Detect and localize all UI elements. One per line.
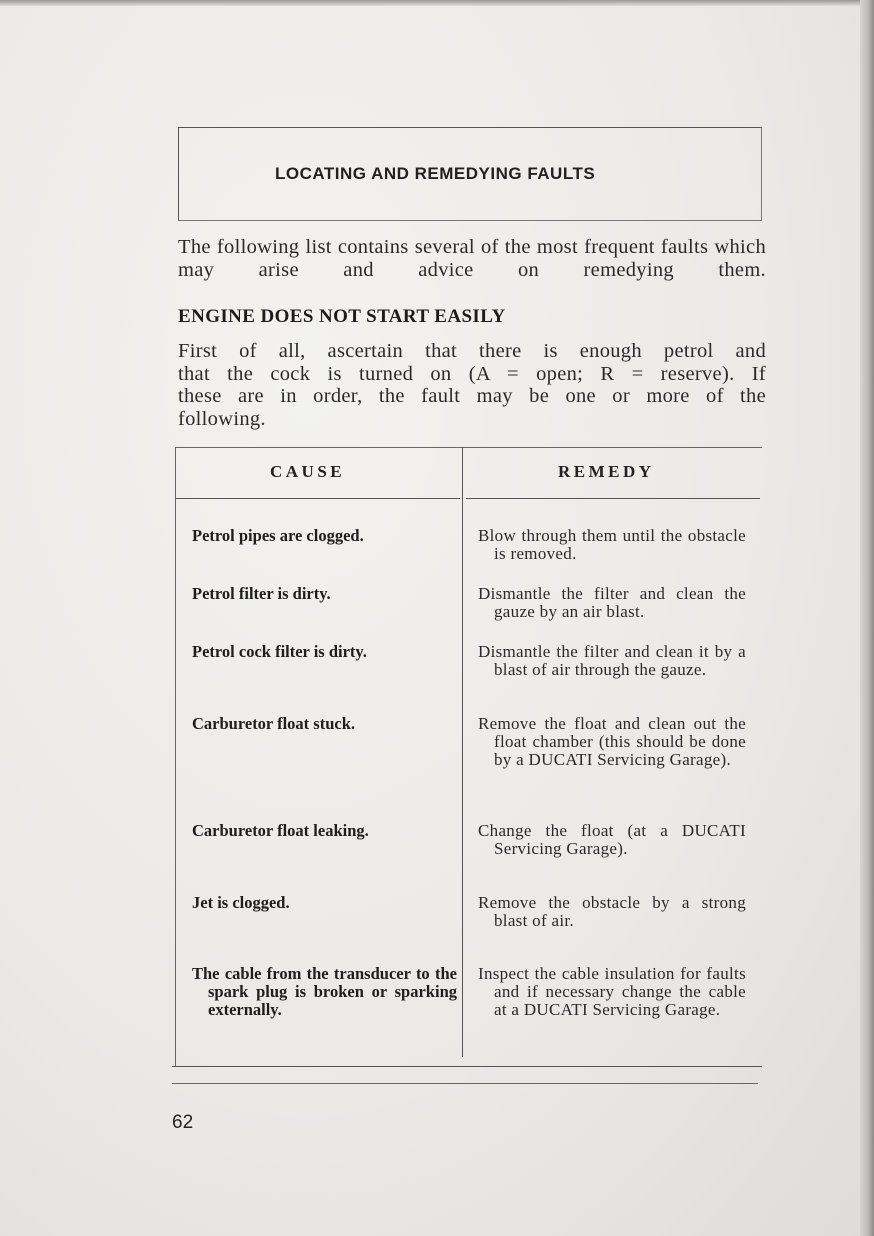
header-rule-cause xyxy=(176,498,460,499)
remedy-text: Dismantle the filter and clean the gauze by an air blast. xyxy=(478,584,746,621)
cause-cell xyxy=(192,715,457,733)
remedy-text: Blow through them until the obstacle is removed. xyxy=(478,526,746,563)
page-number: 62 xyxy=(172,1112,194,1133)
section-line: First of all, ascertain that there is enough petrol and xyxy=(178,340,766,362)
section-line: following. xyxy=(178,407,266,430)
section-line: that the cock is turned on (A = open; R = reserve). If xyxy=(178,362,766,385)
cause-cell xyxy=(192,822,457,840)
cause-text: The cable from the transducer to the spark plug is broken or sparking externally. xyxy=(192,964,457,1019)
remedy-cell xyxy=(478,715,746,769)
cause-text: Petrol cock filter is dirty. xyxy=(192,642,367,661)
section-line: these are in order, the fault may be one or more of the xyxy=(178,385,766,407)
remedy-text: Dismantle the filter and clean it by a blast of air through the gauze. xyxy=(478,642,746,679)
cause-text: Jet is clogged. xyxy=(192,893,290,912)
remedy-cell xyxy=(478,643,746,679)
remedy-cell xyxy=(478,822,746,858)
cause-text: Petrol pipes are clogged. xyxy=(192,526,364,545)
remedy-cell xyxy=(478,585,746,621)
cause-cell xyxy=(192,894,457,912)
column-header-cause: CAUSE xyxy=(270,462,346,481)
cause-cell xyxy=(192,965,457,1019)
column-divider xyxy=(462,447,463,1057)
remedy-text: Inspect the cable insulation for faults and if necessary change the cable at a DUCATI Servicing Garage. xyxy=(478,964,746,1019)
remedy-cell xyxy=(478,965,746,1019)
section-heading: ENGINE DOES NOT START EASILY xyxy=(178,306,506,327)
remedy-cell xyxy=(478,894,746,930)
cause-cell xyxy=(192,643,457,661)
section-paragraph xyxy=(178,340,766,430)
cause-text: Petrol filter is dirty. xyxy=(192,584,331,603)
remedy-text: Remove the obstacle by a strong blast of air. xyxy=(478,893,746,930)
intro-paragraph: The following list contains several of the most frequent faults which may arise and advice on remedying them. xyxy=(178,236,766,281)
cause-text: Carburetor float leaking. xyxy=(192,821,369,840)
cause-cell xyxy=(192,527,457,545)
bottom-rule xyxy=(172,1083,758,1084)
cause-text: Carburetor float stuck. xyxy=(192,714,356,733)
header-rule-remedy xyxy=(466,498,760,499)
page-top-edge xyxy=(0,0,874,6)
remedy-text: Remove the float and clean out the float chamber (this should be done by a DUCATI Servicing Garage). xyxy=(478,714,746,769)
page-title: LOCATING AND REMEDYING FAULTS xyxy=(275,164,596,183)
cause-cell xyxy=(192,585,457,603)
remedy-cell xyxy=(478,527,746,563)
page-right-edge xyxy=(860,0,874,1236)
remedy-text: Change the float (at a DUCATI Servicing Garage). xyxy=(478,821,746,858)
bottom-rule xyxy=(172,1066,762,1067)
column-header-remedy: REMEDY xyxy=(558,462,655,481)
